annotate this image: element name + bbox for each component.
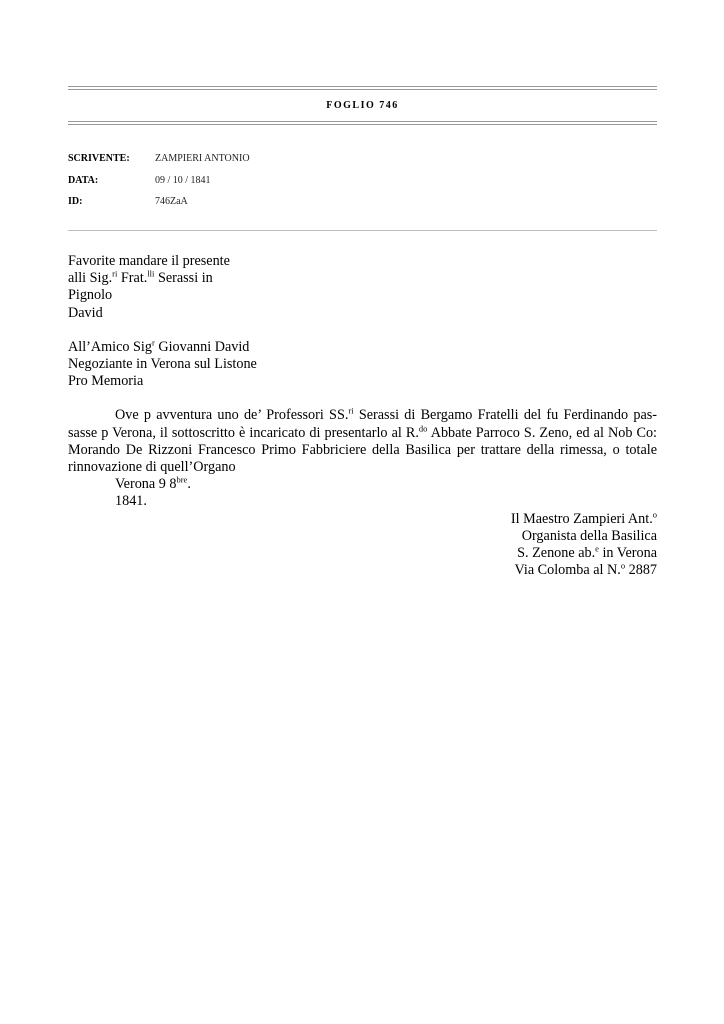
letter-transcription xyxy=(68,253,657,579)
header-rule-bottom xyxy=(68,121,657,125)
recipient-line: Negoziante in Verona sul Listone xyxy=(68,356,257,373)
header-rule-top xyxy=(68,86,657,90)
recipient-line: Pro Memoria xyxy=(68,373,144,390)
address-line: Favorite mandare il presente xyxy=(68,253,230,269)
address-line: Pignolo xyxy=(68,287,113,304)
data-label: DATA: xyxy=(68,175,99,186)
data-value: 09 / 10 / 1841 xyxy=(155,175,211,186)
signature-line: Via Colomba al N.$^o$ 2887 xyxy=(514,560,657,579)
id-label: ID: xyxy=(68,196,83,207)
meta-divider xyxy=(68,230,657,231)
letter-date: Verona 9 $8^{bre}$. xyxy=(115,474,191,493)
letter-body-paragraph: Ove p avventura uno de’ Professori SS.$^{ri}$ Serassi di Bergamo Fratelli del fu Ferdinando pas-sasse p Verona, il sottoscritto è incaricato di presentarlo al R.$^{do}$ Abbate Parroco S. Zeno, ed al Nob Co: Morando De Rizzoni Francesco Primo Fabbriciere della Basilica per trattare della rimessa, o totale rinnovazione di quell’Organo xyxy=(68,405,657,476)
scrivente-label: SCRIVENTE: xyxy=(68,153,130,164)
scrivente-value: ZAMPIERI ANTONIO xyxy=(155,153,250,164)
id-value: 746ZaA xyxy=(155,196,188,207)
signature-line: S. Zenone ab.$^e$ in Verona xyxy=(517,543,657,562)
page-title: FOGLIO 746 xyxy=(326,100,399,111)
letter-year: 1841. xyxy=(115,493,147,510)
address-line: David xyxy=(68,304,103,321)
signature-line: Organista della Basilica xyxy=(521,527,657,544)
signature-line: Il Maestro Zampieri Ant.$^o$ xyxy=(510,508,657,527)
recipient-line: All’Amico Sig$^r$ Giovanni David xyxy=(68,337,250,355)
address-line: alli Sig.$^{ri}$ Frat.$^{lli}$ Serassi in xyxy=(68,268,213,287)
